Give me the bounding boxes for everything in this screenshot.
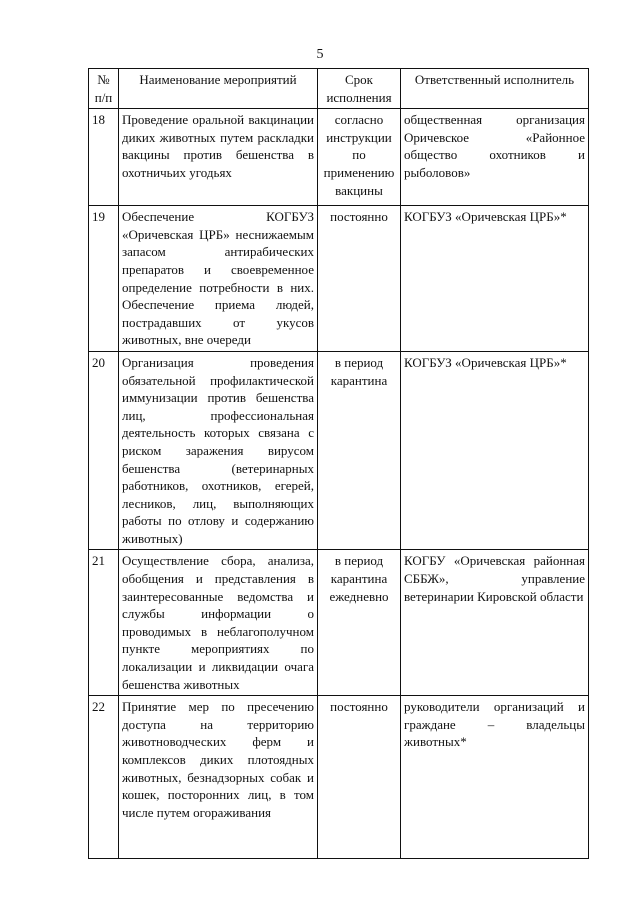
measure-executor: общественная организация Оричевское «Районное общество охотников и рыболовов» bbox=[401, 109, 589, 206]
table-row bbox=[89, 109, 589, 206]
table-row bbox=[89, 696, 589, 859]
measure-term: постоянно bbox=[318, 696, 401, 859]
row-number: 19 bbox=[89, 206, 119, 352]
header-name: Наименование мероприятий bbox=[119, 69, 318, 109]
row-number: 22 bbox=[89, 696, 119, 859]
header-executor: Ответственный исполнитель bbox=[401, 69, 589, 109]
page-number: 5 bbox=[316, 47, 324, 62]
measures-table bbox=[88, 68, 589, 859]
table-row bbox=[89, 206, 589, 352]
table-row bbox=[89, 550, 589, 696]
measure-name: Принятие мер по пресечению доступа на территорию животноводческих ферм и комплексов диких плотоядных животных, безнадзорных собак и кошек, посторонних лиц, в том числе путем огораживания bbox=[119, 696, 318, 859]
header-num: № п/п bbox=[89, 69, 119, 109]
measure-name: Организация проведения обязательной профилактической иммунизации против бешенства лиц, профессиональная деятельность которых связана с риском заражения вирусом бешенства (ветеринарных работников, охотников, егерей, лесников, лиц, выполняющих работы по отлову и содержанию животных) bbox=[119, 351, 318, 550]
measure-name: Осуществление сбора, анализа, обобщения и представления в заинтересованные ведомства и службы информации о проводимых в неблагополучном пункте мероприятиях по локализации и ликвидации очага бешенства животных bbox=[119, 550, 318, 696]
row-number: 21 bbox=[89, 550, 119, 696]
row-number: 18 bbox=[89, 109, 119, 206]
measure-executor: руководители организаций и граждане – владельцы животных* bbox=[401, 696, 589, 859]
measure-executor: КОГБУЗ «Оричевская ЦРБ»* bbox=[401, 351, 589, 550]
table-header-row bbox=[89, 69, 589, 109]
measure-term: в период карантина ежедневно bbox=[318, 550, 401, 696]
measure-name: Проведение оральной вакцинации диких животных путем раскладки вакцины против бешенства в охотничьих угодьях bbox=[119, 109, 318, 206]
header-term: Срок исполнения bbox=[318, 69, 401, 109]
row-number: 20 bbox=[89, 351, 119, 550]
measure-term: в период карантина bbox=[318, 351, 401, 550]
measure-name: Обеспечение КОГБУЗ «Оричевская ЦРБ» неснижаемым запасом антирабических препаратов и своевременное определение потребности в них. Обеспечение приема людей, пострадавших от укусов животных, вне очереди bbox=[119, 206, 318, 352]
measure-executor: КОГБУЗ «Оричевская ЦРБ»* bbox=[401, 206, 589, 352]
table-row bbox=[89, 351, 589, 550]
measure-term: постоянно bbox=[318, 206, 401, 352]
measure-term: согласно инструкции по применению вакцины bbox=[318, 109, 401, 206]
measure-executor: КОГБУ «Оричевская районная СББЖ», управление ветеринарии Кировской области bbox=[401, 550, 589, 696]
